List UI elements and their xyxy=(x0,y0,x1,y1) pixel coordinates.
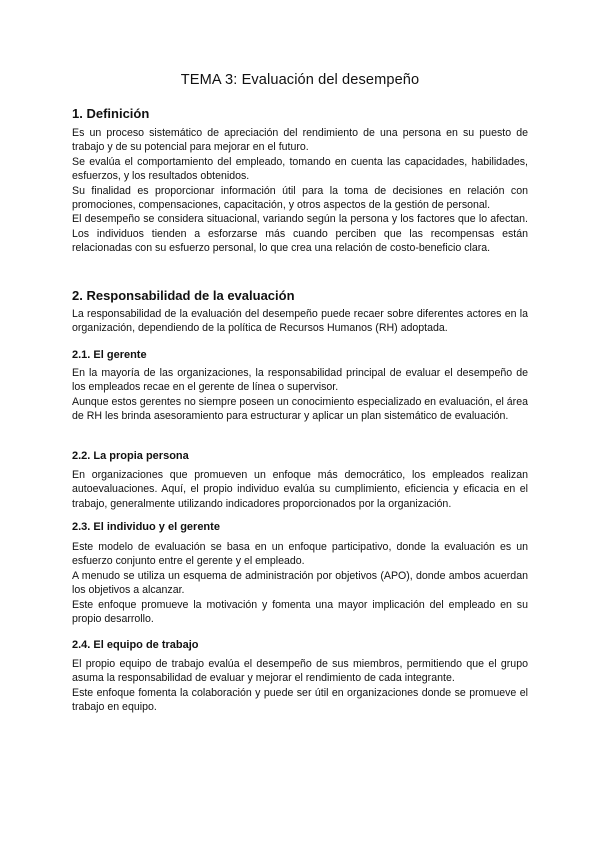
paragraph: Es un proceso sistemático de apreciación del rendimiento de una persona en su puesto de trabajo y de su potencial para mejorar en el futuro. xyxy=(72,127,528,154)
paragraph: Este enfoque fomenta la colaboración y puede ser útil en organizaciones donde se promueve el trabajo en equipo. xyxy=(72,686,528,714)
paragraph: Este enfoque promueve la motivación y fomenta una mayor implicación del empleado en su propio desarrollo. xyxy=(72,598,528,626)
paragraph: En organizaciones que promueven un enfoque más democrático, los empleados realizan autoevaluaciones. Aquí, el propio individuo evalúa su cumplimiento, eficiencia y eficacia en el trabajo, generalmente utilizando indicadores proporcionados por la organización. xyxy=(72,469,528,510)
paragraph: Aunque estos gerentes no siempre poseen un conocimiento especializado en evaluación, el área de RH les brinda asesoramiento para estructurar y aplicar un plan sistemático de evaluación. xyxy=(72,395,528,423)
section-heading-definicion: 1. Definición xyxy=(72,106,150,121)
subsection-body-gerente xyxy=(72,366,528,424)
paragraph: Este modelo de evaluación se basa en un enfoque participativo, donde la evaluación es un esfuerzo conjunto entre el gerente y el empleado. xyxy=(72,541,528,568)
paragraph: A menudo se utiliza un esquema de administración por objetivos (APO), donde ambos acuerdan los objetivos a alcanzar. xyxy=(72,569,528,597)
paragraph: El desempeño se considera situacional, variando según la persona y los factores que lo afectan. Los individuos tienden a esforzarse más cuando perciben que las recompensas están relacionadas con su esfuerzo personal, lo que crea una relación de costo-beneficio clara. xyxy=(72,213,528,255)
section-intro-responsabilidad xyxy=(72,307,528,336)
paragraph: Se evalúa el comportamiento del empleado, tomando en cuenta las capacidades, habilidades, esfuerzos, y los resultados obtenidos. xyxy=(72,155,528,183)
paragraph: El propio equipo de trabajo evalúa el desempeño de sus miembros, permitiendo que el grupo asuma la responsabilidad de evaluar y mejorar el rendimiento de cada integrante. xyxy=(72,658,528,685)
subsection-heading-propia-persona: 2.2. La propia persona xyxy=(72,450,189,462)
section-heading-responsabilidad: 2. Responsabilidad de la evaluación xyxy=(72,288,295,303)
subsection-body-individuo-gerente xyxy=(72,540,528,626)
subsection-heading-gerente: 2.1. El gerente xyxy=(72,349,147,361)
document-title: TEMA 3: Evaluación del desempeño xyxy=(180,72,420,88)
section-body-definicion xyxy=(72,126,528,256)
paragraph: En la mayoría de las organizaciones, la responsabilidad principal de evaluar el desempeño de los empleados recae en el gerente de línea o supervisor. xyxy=(72,367,528,394)
paragraph: Su finalidad es proporcionar información útil para la toma de decisiones en relación con promociones, compensaciones, capacitación, y otros aspectos de la gestión de personal. xyxy=(72,184,528,212)
subsection-heading-individuo-gerente: 2.3. El individuo y el gerente xyxy=(72,521,220,533)
paragraph: La responsabilidad de la evaluación del desempeño puede recaer sobre diferentes actores en la organización, dependiendo de la política de Recursos Humanos (RH) adoptada. xyxy=(72,308,528,335)
subsection-body-propia-persona xyxy=(72,468,528,511)
subsection-heading-equipo-trabajo: 2.4. El equipo de trabajo xyxy=(72,639,199,651)
subsection-body-equipo-trabajo xyxy=(72,657,528,715)
